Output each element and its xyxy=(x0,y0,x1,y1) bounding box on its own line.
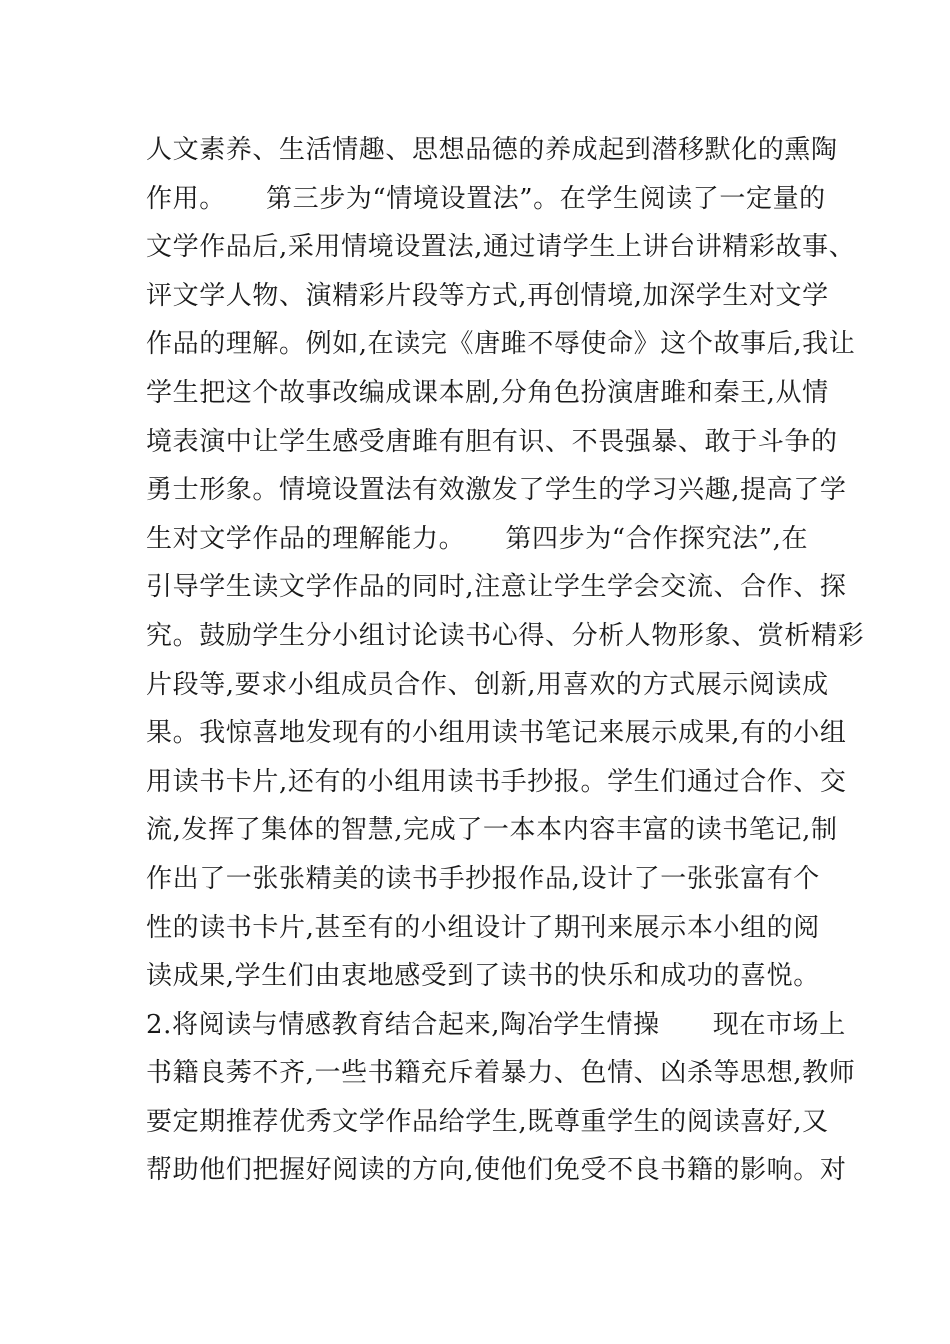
text-line: 学生把这个故事改编成课本剧,分角色扮演唐雎和秦王,从情 xyxy=(146,377,829,408)
text-line: 人文素养、生活情趣、思想品德的养成起到潜移默化的熏陶 xyxy=(146,135,838,165)
text-line: 勇士形象。情境设置法有效激发了学生的学习兴趣,提高了学 xyxy=(146,475,847,506)
text-line: 果。我惊喜地发现有的小组用读书笔记来展示成果,有的小组 xyxy=(146,718,847,749)
text-line: 引导学生读文学作品的同时,注意让学生学会交流、合作、探 xyxy=(146,572,847,603)
text-line: 究。鼓励学生分小组讨论读书心得、分析人物形象、赏析精彩 xyxy=(146,620,865,651)
section-heading-line: 2.将阅读与情感教育结合起来,陶冶学生情操 现在市场上 xyxy=(146,1009,846,1040)
text-line: 读成果,学生们由衷地感受到了读书的快乐和成功的喜悦。 xyxy=(146,961,820,992)
text-line: 作用。 第三步为“情境设置法”。在学生阅读了一定量的 xyxy=(146,183,826,214)
text-line: 性的读书卡片,甚至有的小组设计了期刊来展示本小组的阅 xyxy=(146,912,820,943)
text-line: 生对文学作品的理解能力。 第四步为“合作探究法”,在 xyxy=(146,523,809,554)
body-text xyxy=(146,126,865,1195)
text-line: 境表演中让学生感受唐雎有胆有识、不畏强暴、敢于斗争的 xyxy=(146,426,838,457)
text-line: 用读书卡片,还有的小组用读书手抄报。学生们通过合作、交 xyxy=(146,766,847,797)
text-line: 作出了一张张精美的读书手抄报作品,设计了一张张富有个 xyxy=(146,863,820,894)
text-line: 书籍良莠不齐,一些书籍充斥着暴力、色情、凶杀等思想,教师 xyxy=(146,1058,856,1089)
text-line: 要定期推荐优秀文学作品给学生,既尊重学生的阅读喜好,又 xyxy=(146,1106,829,1137)
text-line: 流,发挥了集体的智慧,完成了一本本内容丰富的读书笔记,制 xyxy=(146,815,838,846)
text-line: 作品的理解。例如,在读完《唐雎不辱使命》这个故事后,我让 xyxy=(146,329,856,360)
text-line: 文学作品后,采用情境设置法,通过请学生上讲台讲精彩故事、 xyxy=(146,232,856,263)
text-line: 片段等,要求小组成员合作、创新,用喜欢的方式展示阅读成 xyxy=(146,669,829,700)
text-line: 帮助他们把握好阅读的方向,使他们免受不良书籍的影响。对 xyxy=(146,1155,847,1186)
text-line: 评文学人物、演精彩片段等方式,再创情境,加深学生对文学 xyxy=(146,280,829,311)
